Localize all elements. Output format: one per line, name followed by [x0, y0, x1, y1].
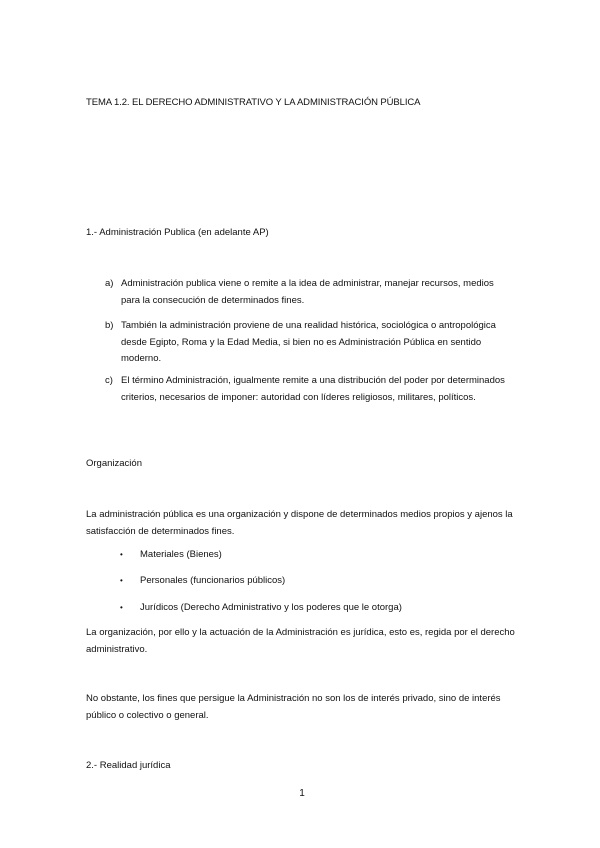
list-item-text: También la administración proviene de una realidad histórica, sociológica o antropológica desde Egipto, Roma y la Edad Media, si bien no es Administración Pública en sentido moderno.: [121, 320, 496, 364]
list-item-a: [105, 276, 505, 309]
list-marker: c): [105, 375, 113, 386]
page-number: 1: [299, 788, 305, 799]
bullet-marker: •: [120, 576, 123, 585]
bullet-text: Personales (funcionarios públicos): [140, 575, 286, 586]
organization-note-paragraph: No obstante, los fines que persigue la Administración no son los de interés privado, sino de interés público o colectivo o general.: [86, 693, 501, 721]
bullet-marker: •: [120, 603, 123, 612]
list-item-b: [105, 318, 505, 368]
section-2-heading: 2.- Realidad jurídica: [86, 760, 171, 771]
list-marker: b): [105, 320, 114, 331]
section-1-heading: 1.- Administración Publica (en adelante AP): [86, 227, 269, 238]
list-item-text: Administración publica viene o remite a la idea de administrar, manejar recursos, medios para la consecución de determinados fines.: [121, 278, 494, 306]
document-title: TEMA 1.2. EL DERECHO ADMINISTRATIVO Y LA ADMINISTRACIÓN PÚBLICA: [86, 97, 421, 108]
organization-conclusion-paragraph: La organización, por ello y la actuación de la Administración es jurídica, esto es, regida por el derecho administrativo.: [86, 627, 515, 655]
bullet-item-juridicos: [120, 600, 402, 617]
organization-intro-paragraph: La administración pública es una organización y dispone de determinados medios propios y ajenos la satisfacción de determinados fines.: [86, 509, 513, 537]
bullet-text: Materiales (Bienes): [140, 549, 222, 560]
list-marker: a): [105, 278, 114, 289]
organization-heading: Organización: [86, 458, 142, 469]
bullet-marker: •: [120, 550, 123, 559]
bullet-text: Jurídicos (Derecho Administrativo y los poderes que le otorga): [140, 602, 402, 613]
bullet-item-personales: [120, 573, 285, 590]
list-item-text: El término Administración, igualmente remite a una distribución del poder por determinados criterios, necesarios de imponer: autoridad con líderes religiosos, militares, políticos.: [121, 375, 505, 403]
list-item-c: [105, 373, 505, 406]
bullet-item-materiales: [120, 547, 222, 564]
